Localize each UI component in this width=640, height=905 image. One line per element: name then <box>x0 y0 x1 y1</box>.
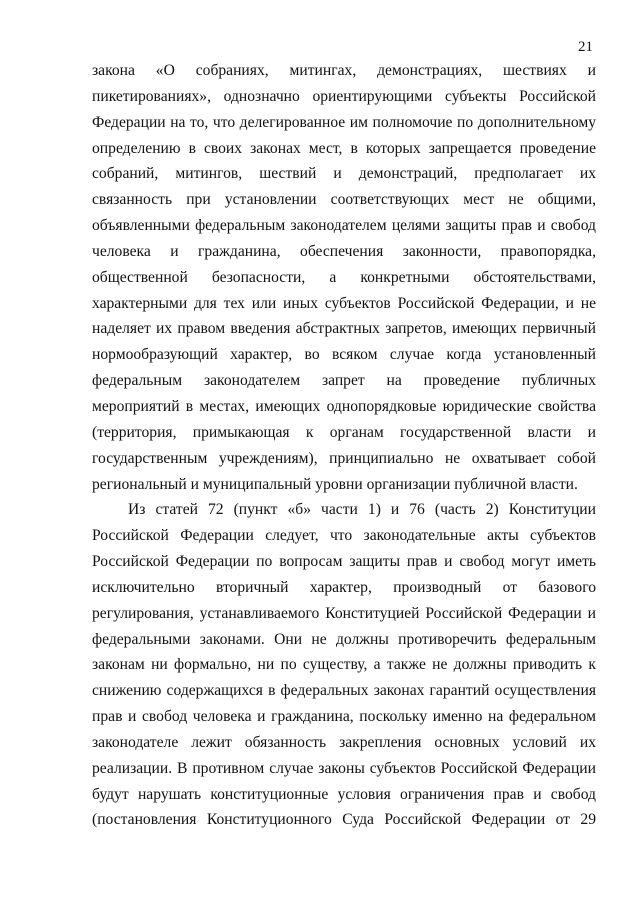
text-line: связанность при установлении соответствующих мест не общими, <box>92 191 596 209</box>
text-line: федеральными законами. Они не должны противоречить федеральным <box>92 630 596 648</box>
text-line: определению в своих законах мест, в которых запрещается проведение <box>92 139 596 157</box>
text-line: Российской Федерации по вопросам защиты прав и свобод могут иметь <box>92 553 596 571</box>
text-line: объявленными федеральным законодателем целями защиты прав и свобод <box>92 217 596 235</box>
text-line: федеральным законодателем запрет на проведение публичных <box>92 372 596 390</box>
text-line: снижению содержащихся в федеральных законах гарантий осуществления <box>92 682 596 700</box>
text-line: (территория, примыкающая к органам государственной власти и <box>92 423 596 441</box>
text-line: (постановления Конституционного Суда Российской Федерации от 29 <box>92 811 596 829</box>
text-line: характерными для тех или иных субъектов Российской Федерации, и не <box>92 294 596 312</box>
text-line: Федерации на то, что делегированное им полномочие по дополнительному <box>92 113 596 131</box>
document-body <box>92 58 596 833</box>
text-line: законам ни формально, ни по существу, а также не должны приводить к <box>92 656 596 674</box>
text-line: исключительно вторичный характер, производный от базового <box>92 578 596 596</box>
text-line: Из статей 72 (пункт «б» части 1) и 76 (часть 2) Конституции <box>128 501 596 519</box>
text-line: наделяет их правом введения абстрактных запретов, имеющих первичный <box>92 320 596 338</box>
text-line: Российской Федерации следует, что законодательные акты субъектов <box>92 527 596 545</box>
text-line: прав и свобод человека и гражданина, поскольку именно на федеральном <box>92 708 596 726</box>
text-line: государственным учреждениям), принципиально не охватывает собой <box>92 449 596 467</box>
paragraph-1 <box>92 58 596 497</box>
text-line: региональный и муниципальный уровни организации публичной власти. <box>92 475 578 493</box>
text-line: закона «О собраниях, митингах, демонстрациях, шествиях и <box>92 62 596 79</box>
text-line: будут нарушать конституционные условия ограничения прав и свобод <box>92 785 596 803</box>
page-number: 21 <box>578 39 593 55</box>
paragraph-2 <box>92 497 596 833</box>
text-line: человека и гражданина, обеспечения законности, правопорядка, <box>92 242 596 260</box>
text-line: собраний, митингов, шествий и демонстраций, предполагает их <box>92 165 596 183</box>
text-line: реализации. В противном случае законы субъектов Российской Федерации <box>92 759 596 777</box>
text-line: общественной безопасности, а конкретными обстоятельствами, <box>92 268 596 286</box>
text-line: регулирования, устанавливаемого Конституцией Российской Федерации и <box>92 604 596 622</box>
text-line: пикетированиях», однозначно ориентирующими субъекты Российской <box>92 87 596 105</box>
text-line: мероприятий в местах, имеющих однопорядковые юридические свойства <box>92 397 596 415</box>
text-line: нормообразующий характер, во всяком случае когда установленный <box>92 346 596 364</box>
text-line: законодателе лежит обязанность закрепления основных условий их <box>92 733 596 751</box>
